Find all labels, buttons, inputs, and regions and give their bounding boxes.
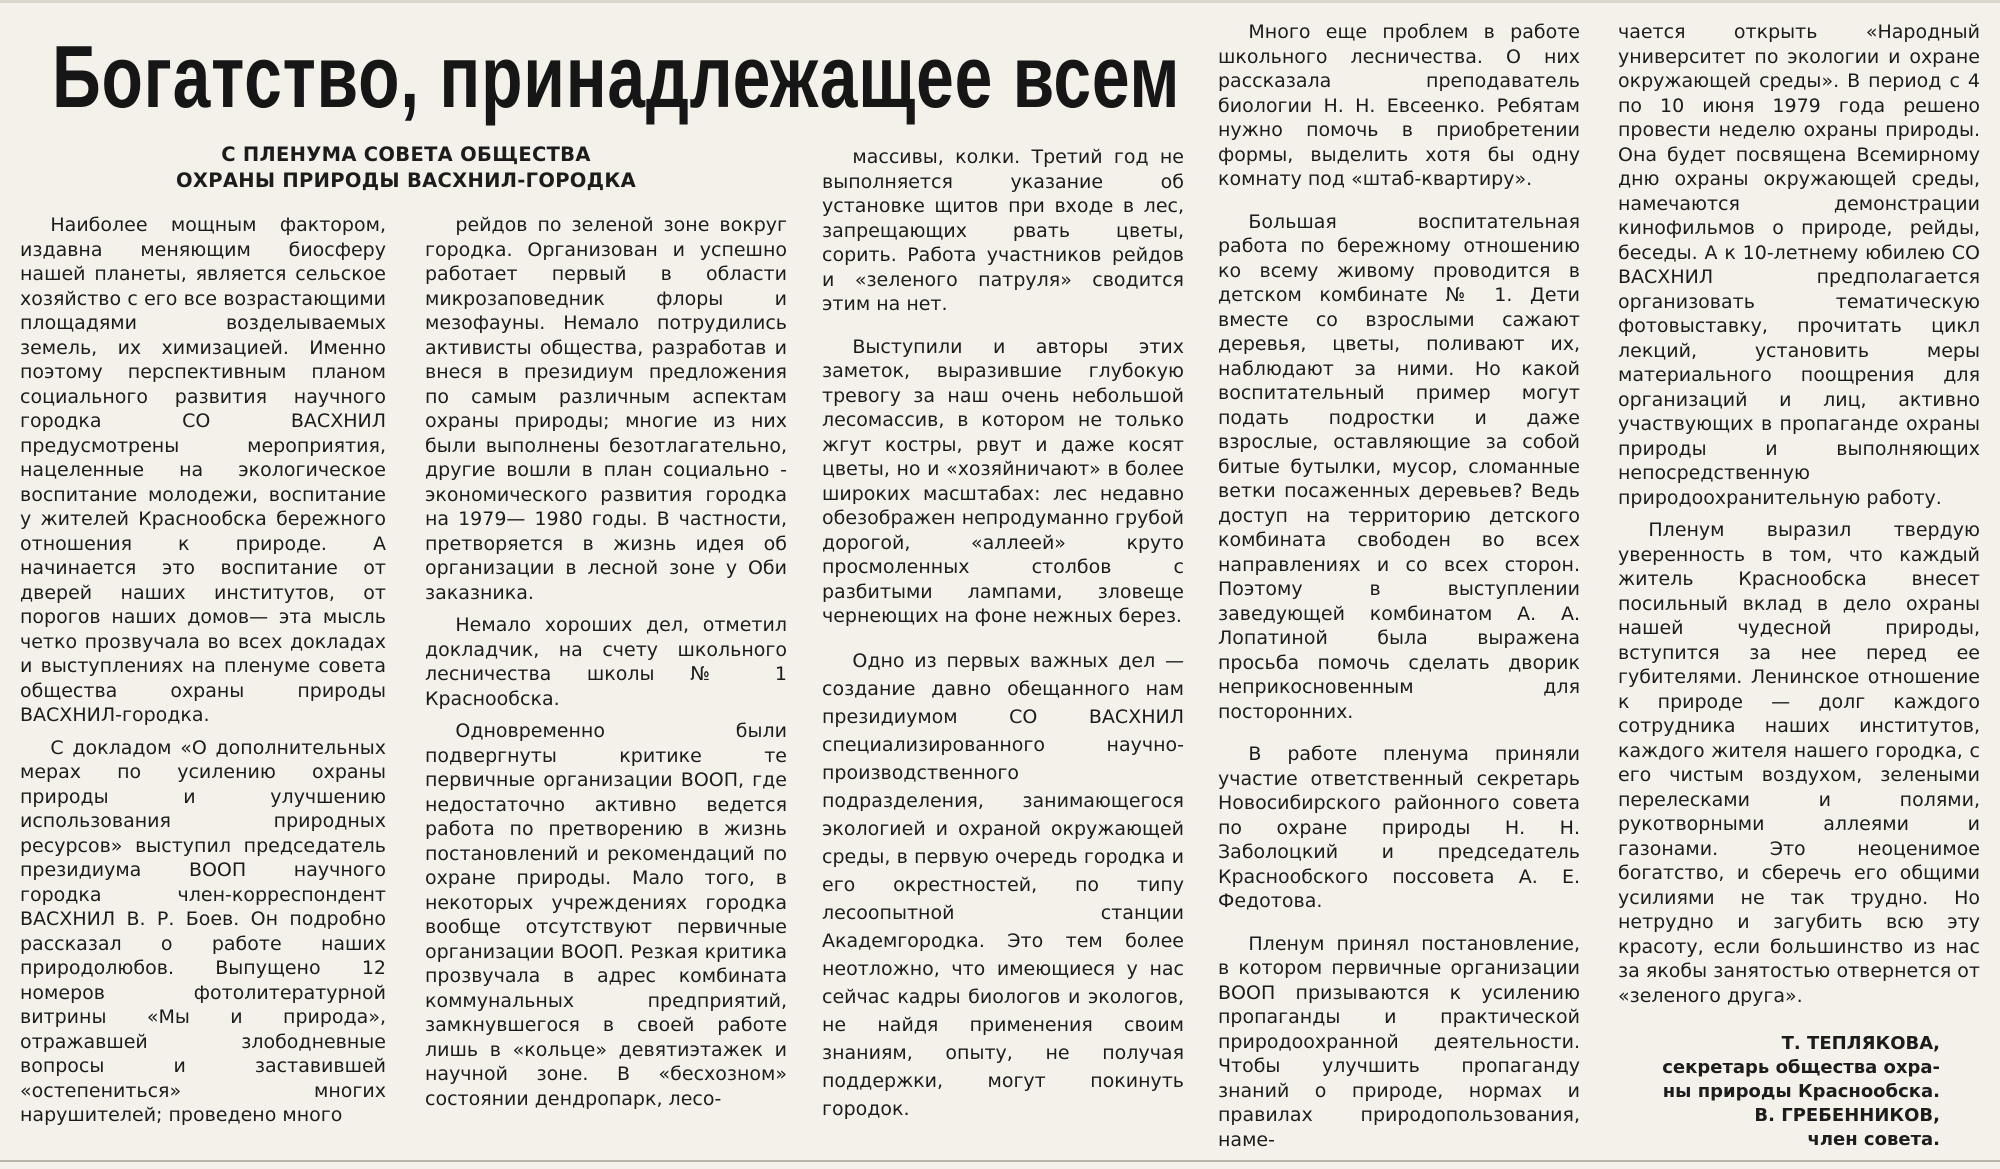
paragraph: Одно из первых важных дел — создание давно обещанного нам президиумом СО ВАСХНИЛ специализированного научно-производственного подразделения, занимающегося экологией и охраной окружающей среды, в первую очередь городка и его окрестностей, по типу лесоопытной станции Академгородка. Это тем более неотложно, что имеющиеся у нас сейчас кадры биологов и экологов, не найдя применения своим знаниям, опыту, не получая поддержки, могут покинуть городок.: [822, 649, 1184, 1120]
article-subheading: [176, 142, 636, 194]
bottom-edge: [0, 1160, 2000, 1162]
paragraph: Одновременно были подвергнуты критике те первичные организации ВООП, где недостаточно активно ведется работа по претворению в жизнь постановлений и рекомендаций по охране природы. Мало того, в некоторых учреждениях городка вообще отсутствуют первичные организации ВООП. Резкая критика прозвучала в адрес комбината коммунальных предприятий, замкнувшегося в своей работе лишь в «кольце» девятиэтажек и научной зоне. В «бесхозном» состоянии дендропарк, лесо-: [425, 720, 787, 1110]
author-name: В. ГРЕБЕННИКОВ,: [1754, 1105, 1940, 1126]
paragraph: Много еще проблем в работе школьного лесничества. О них рассказала преподаватель биологии Н. Н. Евсеенко. Ребятам нужно помочь в приобретении формы, выделить хотя бы одну комнату под «штаб-квартиру».: [1218, 21, 1580, 190]
subheading-line-2: ОХРАНЫ ПРИРОДЫ ВАСХНИЛ-ГОРОДКА: [176, 169, 636, 192]
author-role: ны природы Краснообска.: [1662, 1081, 1940, 1102]
paragraph: чается открыть «Народный университет по экологии и охране окружающей среды». В период с 4 по 10 июня 1979 года решено провести неделю охраны природы. Она будет посвящена Всемирному дню охраны окружающей среды, намечаются демонстрации кинофильмов о природе, рейды, беседы. А к 10-летнему юбилею СО ВАСХНИЛ предполагается организовать тематическую фотовыставку, прочитать цикл лекций, установить меры материального поощрения для организаций и лиц, активно участвующих в пропаганде охраны природы и выполняющих непосредственную природоохранительную работу.: [1618, 21, 1980, 509]
paragraph: массивы, колки. Третий год не выполняется указание об установке щитов при входе в лес, запрещающих рвать цветы, сорить. Работа участников рейдов и «зеленого патруля» сводится этим на нет.: [822, 146, 1184, 315]
top-edge: [0, 0, 2000, 3]
paragraph: Выступили и авторы этих заметок, выразившие глубокую тревогу за наш очень небольшой лесомассив, в котором не только жгут костры, рвут и даже косят цветы, но и «хозяйничают» в более широких масштабах: лес недавно обезображен непродуманно грубой дорогой, «аллеей» круто просмоленных столбов с разбитыми лампами, зловеще чернеющих на фоне нежных берез.: [822, 335, 1184, 627]
paragraph: С докладом «О дополнительных мерах по усилению охраны природы и улучшению использования природных ресурсов» выступил председатель президиума ВООП научного городка член-корреспондент ВАСХНИЛ В. Р. Боев. Он подробно рассказал о работе наших природолюбов. Выпущено 12 номеров фотолитературной витрины «Мы и природа», отражавшей злободневные вопросы и заставившей «остепениться» многих нарушителей; проведено много: [20, 736, 386, 1126]
paragraph: рейдов по зеленой зоне вокруг городка. Организован и успешно работает первый в области микрозаповедник флоры и мезофауны. Немало потрудились активисты общества, разработав и внеся в президиум предложения по самым различным аспектам охраны природы; многие из них были выполнены безотлагательно, другие вошли в план социально - экономического развития городка на 1979— 1980 годы. В частности, претворяется в жизнь идея об организации в лесной зоне у Оби заказника.: [425, 214, 787, 604]
column-5: [1618, 20, 1980, 1025]
column-4: [1218, 20, 1580, 1158]
author-role: секретарь общества охра-: [1662, 1057, 1940, 1078]
column-2: [425, 213, 787, 1158]
column-3: [822, 145, 1184, 1158]
paragraph: Пленум принял постановление, в котором первичные организации ВООП призываются к усилению пропаганды и практической природоохранной деятельности. Чтобы улучшить пропаганду знаний о природе, нормах и правилах природопользования, наме-: [1218, 932, 1580, 1151]
article-headline: Богатство, принадлежащее всем: [52, 27, 1181, 126]
paragraph: Немало хороших дел, отметил докладчик, на счету школьного лесничества школы № 1 Краснообска.: [425, 614, 787, 710]
column-1: [20, 213, 386, 1158]
author-role: член совета.: [1807, 1129, 1940, 1150]
paragraph: Наиболее мощным фактором, издавна меняющим биосферу нашей планеты, является сельское хозяйство с его все возрастающими площадями возделываемых земель, их химизацией. Именно поэтому перспективным планом социального развития научного городка СО ВАСХНИЛ предусмотрены мероприятия, нацеленные на экологическое воспитание молодежи, воспитание у жителей Краснообска бережного отношения к природе. А начинается это воспитание от дверей наших институтов, от порогов наших домов— эта мысль четко прозвучала во всех докладах и выступлениях на пленуме совета общества охраны природы ВАСХНИЛ-городка.: [20, 214, 386, 726]
author-signature: [1600, 1032, 1940, 1152]
paragraph: Пленум выразил твердую уверенность в том, что каждый житель Краснообска внесет посильный вклад в дело охраны нашей чудесной природы, вступится за нее перед ее губителями. Ленинское отношение к природе — долг каждого сотрудника наших институтов, каждого жителя нашего городка, с его чистым воздухом, зелеными перелесками и полями, рукотворными аллеями и газонами. Это неоценимое богатство, и сберечь его общими усилиями не так трудно. Но нетрудно и загубить всю эту красоту, если большинство из нас за якобы занятостью отвернется от «зеленого друга».: [1618, 519, 1980, 1007]
subheading-line-1: С ПЛЕНУМА СОВЕТА ОБЩЕСТВА: [221, 143, 591, 166]
author-name: Т. ТЕПЛЯКОВА,: [1781, 1033, 1940, 1054]
paragraph: В работе пленума приняли участие ответственный секретарь Новосибирского районного совета по охране природы Н. Н. Заболоцкий и председатель Краснообского поссовета А. Е. Федотова.: [1218, 743, 1580, 912]
paragraph: Большая воспитательная работа по бережному отношению ко всему живому проводится в детском комбинате № 1. Дети вместе со взрослыми сажают деревья, цветы, поливают их, наблюдают за ними. Но какой воспитательный пример могут подать подростки и даже взрослые, оставляющие за собой битые бутылки, мусор, сломанные ветки посаженных деревьев? Ведь доступ на территорию детского комбината свободен во всех направлениях и со всех сторон. Поэтому в выступлении заведующей комбинатом А. А. Лопатиной была выражена просьба помочь сделать дворик неприкосновенным для посторонних.: [1218, 210, 1580, 723]
